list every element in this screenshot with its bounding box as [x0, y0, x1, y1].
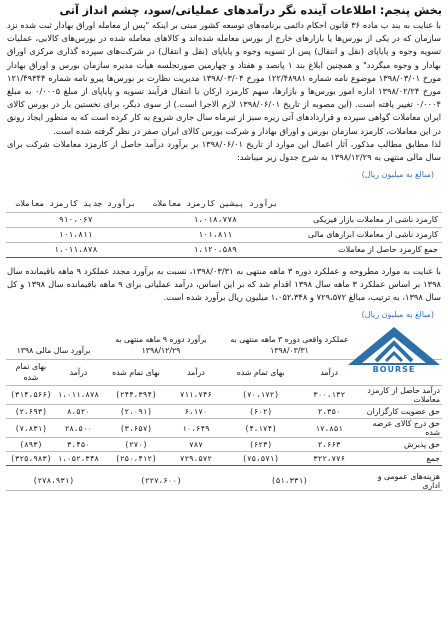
- cell: ۷۸۷: [171, 438, 221, 452]
- cell: (۳۱۴،۵۶۶): [6, 385, 56, 404]
- cell: (۲،۰۹۱): [101, 404, 171, 418]
- row-label: جمع کارمزد حاصل از معاملات: [285, 242, 442, 257]
- fee-estimate-table: [6, 182, 442, 258]
- fee-table-row: [6, 212, 442, 227]
- conclusion-paragraph: لذا مطابق مطالب مذکور، آثار اعمال این موارد از تاریخ ۱۳۹۸/۰۶/۰۱ بر برآورد درآمد حاصل از کارمزد معاملات شرکت برای سال مالی منتهی به ۱۳۹۸/۱۲/۲۹ به شرح جدول زیر میباشد:: [7, 138, 441, 163]
- previous-value: ۱۰۱،۸۱۱: [146, 227, 286, 242]
- revenue-row: [6, 419, 442, 438]
- cell: (۵۱،۳۳۱): [221, 472, 358, 491]
- cell: ۶،۱۷۰: [171, 404, 221, 418]
- cell: (۲۷۸،۹۳۱): [6, 472, 101, 491]
- revenue-total-row: [6, 452, 442, 466]
- section-title: بخش پنجم: اطلاعات آینده نگر درآمدهای عملیاتی/سود، چشم انداز آتی: [59, 4, 442, 17]
- group-q1-actual: عملکرد واقعی دوره ۳ ماهه منتهی به ۱۳۹۸/۰۳/۳۱: [221, 325, 358, 359]
- sub-revenue: درآمد: [56, 359, 101, 385]
- previous-value: ۱،۰۱۸،۷۷۸: [146, 212, 286, 227]
- fee-table-total-row: [6, 242, 442, 257]
- logo-text: BOURSE: [372, 365, 416, 375]
- cell: ۱۰،۶۴۹: [171, 419, 221, 438]
- header-new-estimate: برآورد جدید کارمزد معاملات: [6, 182, 146, 212]
- sub-revenue: درآمد: [300, 359, 358, 385]
- row-label: حق عضویت کارگزاران: [358, 404, 442, 418]
- group-9m-estimate: برآورد دوره ۹ ماهه منتهی به ۱۳۹۸/۱۲/۲۹: [101, 325, 221, 359]
- intro-paragraph: با عنایت به بند ب ماده ۳۶ قانون احکام دائمی برنامه‌های توسعه کشور مبنی بر اینکه "پس از معامله اوراق بهادار ثبت شده نزد سازمان که در یکی از بورس‌ها یا بازارهای خارج از بورس معامله شده‌اند و کالاهای معامله شده در بورس‌های کالایی، عملیات تسویه وجوه و پایاپای (نقل و انتقال) پس از تسویه وجوه و پایاپای (نقل و انتقال) در شرکت‌های سپرده گذاری مرکزی اوراق بهادار و وجوه میگردد" و همچنین ابلاغ بند ۱ پانصد و هفتاد و چهارمین صورتجلسه هیأت مدیره سازمان بورس و اوراق بهادار مورخ ۱۳۹۸/۰۳/۰۱ موضوع نامه شماره ۱۲۲/۴۸۹۸۱ مورخ ۱۳۹۸/۰۳/۰۴ مدیریت نظارت بر بورس‌ها پیرو نامه شماره ۱۲۱/۴۹۳۴۴ مورخ ۱۳۹۸/۰۲/۲۴ اداره امور بورس‌ها و بازارها، سهم کارمزد ارکان با انتقال فرآیند تسویه و پایاپای از مبلغ ۰/۰۰۰۵ به مبلغ ۰/۰۰۰۴ تغییر یافته است. (این مصوبه از تاریخ ۱۳۹۸/۰۶/۰۱ لازم الاجرا است.) از سوی دیگر، برای نخستین بار در بورس کالای ایران معاملات گواهی سپرده و قراردادهای آتی زیره سبز از تیرماه سال جاری شروع به کار کرده است که به منظور ایجاد رونق در این معاملات، کارمزد سازمان بورس و اوراق بهادار و شرکت بورس کالای ایران صفر در نظر گرفته شده است.: [7, 20, 442, 136]
- cell: ۳۲۲،۷۷۶: [300, 452, 358, 466]
- header-previous-estimate: برآورد پیشین کارمزد معاملات: [146, 182, 286, 212]
- row-label: حق پذیرش: [358, 438, 442, 452]
- cell: ۲،۶۶۳: [300, 438, 358, 452]
- cell: (۷۰،۱۷۲): [221, 385, 300, 404]
- sub-revenue: درآمد: [171, 359, 221, 385]
- cell: ۱،۰۱۱،۸۷۸: [56, 385, 101, 404]
- new-value: ۹۱۰،۰۶۷: [6, 212, 146, 227]
- cell: (۷۵،۵۷۱): [221, 452, 300, 466]
- cell: ۲۸،۵۰۰: [56, 419, 101, 438]
- row-label: حق درج کالای عرضه شده: [358, 419, 442, 438]
- cell: ۳،۴۵۰: [56, 438, 101, 452]
- row-label: جمع: [358, 452, 442, 466]
- row-label: کارمزد ناشی از معاملات ابزارهای مالی: [285, 227, 442, 242]
- cell: ۷۲۹،۵۷۲: [171, 452, 221, 466]
- cell: (۳،۶۵۷): [101, 419, 171, 438]
- cell: (۲۷۰): [101, 438, 171, 452]
- revenue-row: [6, 438, 442, 452]
- admin-expense-row: [6, 472, 442, 491]
- revenue-row: [6, 385, 442, 404]
- unit-note-2: (مبالغ به میلیون ریال): [361, 310, 434, 320]
- cell: ۷۱۱،۷۴۶: [171, 385, 221, 404]
- cell: (۶۰۲): [221, 404, 300, 418]
- row-label: کارمزد ناشی از معاملات بازار فیزیکی: [285, 212, 442, 227]
- row-label: درآمد حاصل از کارمزد معاملات: [358, 385, 442, 404]
- cell: ۸،۵۲۰: [56, 404, 101, 418]
- row-label: هزینه‌های عمومی و اداری: [358, 472, 442, 491]
- unit-note-1: (مبالغ به میلیون ریال): [361, 170, 434, 180]
- sub-cost: بهای تمام شده: [221, 359, 300, 385]
- document-page: [4, 2, 444, 619]
- sub-cost: بهای تمام شده: [101, 359, 171, 385]
- cell: (۲۵۰،۴۱۲): [101, 452, 171, 466]
- revenue-table-wrapper: [6, 325, 442, 491]
- previous-value: ۱،۱۲۰،۵۸۹: [146, 242, 286, 257]
- new-value: ۱۰۱،۸۱۱: [6, 227, 146, 242]
- cell: (۲،۶۹۳): [6, 404, 56, 418]
- cell: ۱۷،۸۵۱: [300, 419, 358, 438]
- cell: (۴،۱۷۴): [221, 419, 300, 438]
- cell: (۳۲۵،۹۸۳): [6, 452, 56, 466]
- cell: (۲۲۷،۶۰۰): [101, 472, 221, 491]
- cell: ۳۰۰،۱۳۲: [300, 385, 358, 404]
- cell: (۸۹۳): [6, 438, 56, 452]
- cell: (۲۴۴،۳۹۴): [101, 385, 171, 404]
- group-year-estimate: برآورد سال مالی ۱۳۹۸: [6, 325, 101, 359]
- fee-table-header: [6, 182, 442, 212]
- cell: (۷،۸۳۱): [6, 419, 56, 438]
- new-value: ۱،۰۱۱،۸۷۸: [6, 242, 146, 257]
- cell: (۶۲۳): [221, 438, 300, 452]
- sub-cost: بهای تمام شده: [6, 359, 56, 385]
- cell: ۲،۳۵۰: [300, 404, 358, 418]
- fee-table-row: [6, 227, 442, 242]
- cell: ۱،۰۵۲،۳۴۸: [56, 452, 101, 466]
- bourse-logo-icon: [346, 325, 442, 375]
- revenue-row: [6, 404, 442, 418]
- forecast-paragraph: با عنایت به موارد مطروحه و عملکرد دوره ۳ ماهه منتهی به ۱۳۹۸/۰۳/۳۱، نسبت به برآورد مجدد عملکرد ۹ ماهه باقیمانده سال ۱۳۹۸ بر اساس عملکرد ۳ ماهه سال ۱۳۹۸ اقدام شد که بر این اساس، درآمد عملیاتی برای ۹ ماهه باقیمانده سال ۱۳۹۸ و کل سال ۱۳۹۸، به ترتیب، مبالغ ۷۲۹،۵۷۲ و ۱،۰۵۲،۳۴۸ میلیون ریال برآورد شده است.: [7, 265, 441, 303]
